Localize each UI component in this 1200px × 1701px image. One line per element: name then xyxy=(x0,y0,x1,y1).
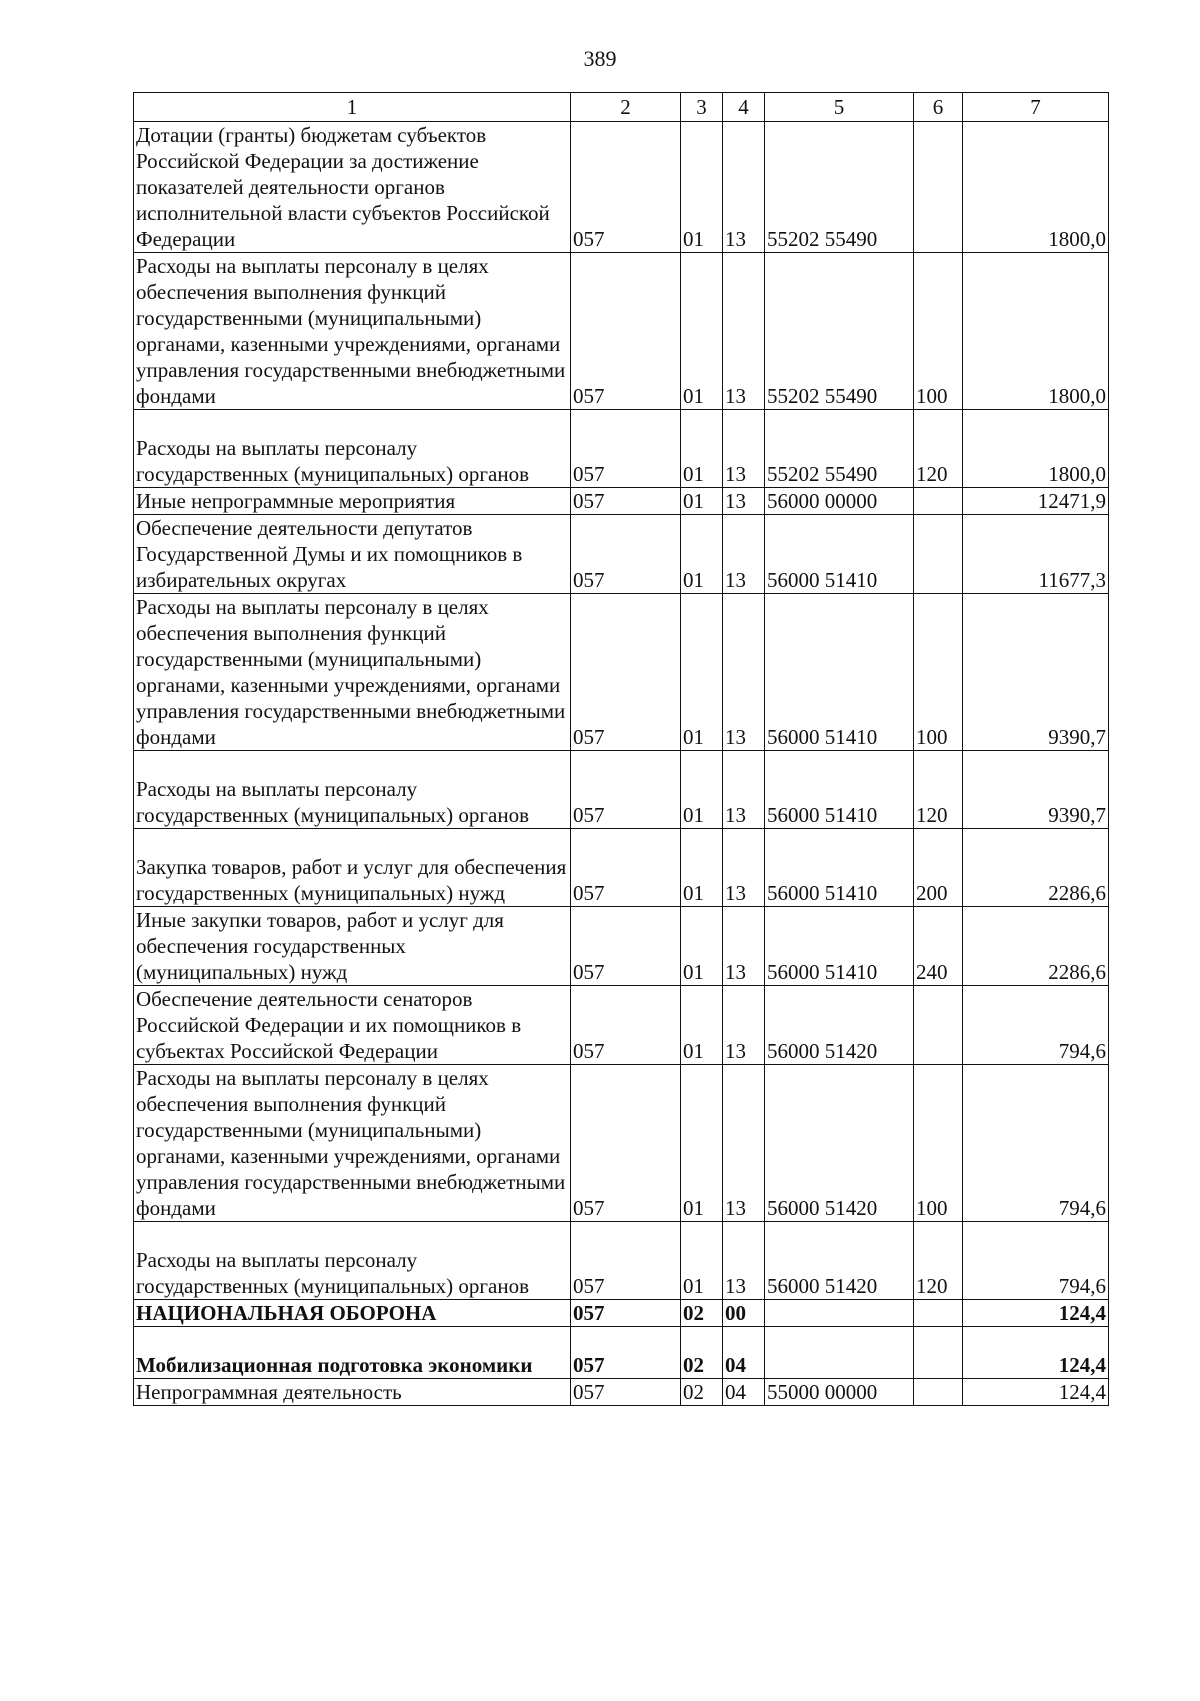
row-code-6-cell xyxy=(914,1300,963,1327)
table-row xyxy=(134,1065,1109,1222)
row-code-2-cell: 057 xyxy=(571,594,681,751)
row-code-5-cell: 55202 55490 xyxy=(765,410,914,488)
row-code-4-cell: 13 xyxy=(723,829,765,907)
table-row xyxy=(134,829,1109,907)
row-amount-cell: 794,6 xyxy=(963,1222,1109,1300)
row-amount-cell: 11677,3 xyxy=(963,515,1109,594)
row-name-cell: Непрограммная деятельность xyxy=(134,1379,571,1406)
row-code-3-cell: 01 xyxy=(681,751,723,829)
row-code-2-cell: 057 xyxy=(571,1379,681,1406)
row-code-2-cell: 057 xyxy=(571,751,681,829)
table-row xyxy=(134,986,1109,1065)
row-name-cell: Расходы на выплаты персоналу государственных (муниципальных) органов xyxy=(134,410,571,488)
row-code-5-cell: 56000 51420 xyxy=(765,1065,914,1222)
row-code-5-cell: 56000 51410 xyxy=(765,594,914,751)
table-row xyxy=(134,488,1109,515)
table-header xyxy=(134,93,1109,122)
row-code-2-cell: 057 xyxy=(571,1300,681,1327)
header-col-6: 6 xyxy=(914,93,963,122)
table-row xyxy=(134,1379,1109,1406)
row-amount-cell: 9390,7 xyxy=(963,751,1109,829)
row-name-cell: Расходы на выплаты персоналу в целях обеспечения выполнения функций государственными (муниципальными) органами, казенными учреждениями, органами управления государственными внебюджетными фондами xyxy=(134,594,571,751)
table-body xyxy=(134,122,1109,1406)
table-row xyxy=(134,751,1109,829)
row-code-6-cell xyxy=(914,488,963,515)
row-amount-cell: 124,4 xyxy=(963,1379,1109,1406)
row-code-6-cell: 120 xyxy=(914,1222,963,1300)
row-amount-cell: 124,4 xyxy=(963,1300,1109,1327)
row-code-5-cell: 56000 51410 xyxy=(765,907,914,986)
row-code-6-cell: 120 xyxy=(914,410,963,488)
row-code-2-cell: 057 xyxy=(571,986,681,1065)
table-row xyxy=(134,594,1109,751)
row-name-cell: Расходы на выплаты персоналу государственных (муниципальных) органов xyxy=(134,1222,571,1300)
row-amount-cell: 124,4 xyxy=(963,1327,1109,1379)
row-code-3-cell: 02 xyxy=(681,1327,723,1379)
row-code-3-cell: 01 xyxy=(681,907,723,986)
row-code-4-cell: 13 xyxy=(723,1065,765,1222)
table-row xyxy=(134,1222,1109,1300)
row-code-3-cell: 01 xyxy=(681,594,723,751)
row-code-2-cell: 057 xyxy=(571,1065,681,1222)
row-code-6-cell: 240 xyxy=(914,907,963,986)
row-name-cell: Обеспечение деятельности депутатов Государственной Думы и их помощников в избирательных округах xyxy=(134,515,571,594)
row-code-3-cell: 02 xyxy=(681,1379,723,1406)
row-code-5-cell: 56000 51410 xyxy=(765,829,914,907)
row-name-cell: Иные непрограммные мероприятия xyxy=(134,488,571,515)
row-code-3-cell: 01 xyxy=(681,515,723,594)
row-code-2-cell: 057 xyxy=(571,829,681,907)
table-row xyxy=(134,1300,1109,1327)
row-code-2-cell: 057 xyxy=(571,253,681,410)
row-code-4-cell: 13 xyxy=(723,515,765,594)
row-amount-cell: 12471,9 xyxy=(963,488,1109,515)
row-code-2-cell: 057 xyxy=(571,122,681,253)
row-code-5-cell: 55202 55490 xyxy=(765,253,914,410)
row-code-5-cell: 56000 51410 xyxy=(765,751,914,829)
row-amount-cell: 1800,0 xyxy=(963,253,1109,410)
row-code-3-cell: 01 xyxy=(681,986,723,1065)
row-code-6-cell xyxy=(914,1379,963,1406)
row-name-cell: Расходы на выплаты персоналу государственных (муниципальных) органов xyxy=(134,751,571,829)
header-row xyxy=(134,93,1109,122)
row-code-3-cell: 01 xyxy=(681,410,723,488)
row-name-cell: Расходы на выплаты персоналу в целях обеспечения выполнения функций государственными (муниципальными) органами, казенными учреждениями, органами управления государственными внебюджетными фондами xyxy=(134,253,571,410)
row-code-2-cell: 057 xyxy=(571,515,681,594)
row-code-2-cell: 057 xyxy=(571,410,681,488)
table-row xyxy=(134,122,1109,253)
row-code-4-cell: 13 xyxy=(723,253,765,410)
row-code-4-cell: 13 xyxy=(723,594,765,751)
row-code-3-cell: 01 xyxy=(681,829,723,907)
row-code-4-cell: 04 xyxy=(723,1327,765,1379)
table-row xyxy=(134,1327,1109,1379)
row-code-3-cell: 02 xyxy=(681,1300,723,1327)
row-code-3-cell: 01 xyxy=(681,122,723,253)
row-code-5-cell: 56000 51420 xyxy=(765,986,914,1065)
row-code-5-cell: 56000 51420 xyxy=(765,1222,914,1300)
row-code-2-cell: 057 xyxy=(571,907,681,986)
row-code-6-cell xyxy=(914,986,963,1065)
row-code-3-cell: 01 xyxy=(681,1222,723,1300)
table-row xyxy=(134,515,1109,594)
table-row xyxy=(134,907,1109,986)
row-amount-cell: 2286,6 xyxy=(963,829,1109,907)
row-code-4-cell: 04 xyxy=(723,1379,765,1406)
row-code-4-cell: 13 xyxy=(723,907,765,986)
row-amount-cell: 1800,0 xyxy=(963,410,1109,488)
row-code-5-cell xyxy=(765,1327,914,1379)
row-code-4-cell: 13 xyxy=(723,122,765,253)
row-code-4-cell: 00 xyxy=(723,1300,765,1327)
header-col-2: 2 xyxy=(571,93,681,122)
row-code-6-cell: 100 xyxy=(914,253,963,410)
row-name-cell: НАЦИОНАЛЬНАЯ ОБОРОНА xyxy=(134,1300,571,1327)
row-code-2-cell: 057 xyxy=(571,1327,681,1379)
header-col-5: 5 xyxy=(765,93,914,122)
budget-table xyxy=(133,92,1109,1406)
header-col-1: 1 xyxy=(134,93,571,122)
row-code-6-cell: 120 xyxy=(914,751,963,829)
page-number: 389 xyxy=(583,46,617,71)
row-code-3-cell: 01 xyxy=(681,1065,723,1222)
row-code-5-cell: 56000 51410 xyxy=(765,515,914,594)
row-code-5-cell: 55202 55490 xyxy=(765,122,914,253)
row-code-5-cell: 55000 00000 xyxy=(765,1379,914,1406)
row-name-cell: Расходы на выплаты персоналу в целях обеспечения выполнения функций государственными (муниципальными) органами, казенными учреждениями, органами управления государственными внебюджетными фондами xyxy=(134,1065,571,1222)
row-code-6-cell xyxy=(914,515,963,594)
row-code-5-cell: 56000 00000 xyxy=(765,488,914,515)
table-row xyxy=(134,253,1109,410)
row-amount-cell: 794,6 xyxy=(963,1065,1109,1222)
row-code-4-cell: 13 xyxy=(723,1222,765,1300)
row-code-6-cell: 100 xyxy=(914,594,963,751)
row-code-3-cell: 01 xyxy=(681,488,723,515)
row-code-6-cell xyxy=(914,122,963,253)
header-col-7: 7 xyxy=(963,93,1109,122)
header-col-3: 3 xyxy=(681,93,723,122)
row-code-4-cell: 13 xyxy=(723,488,765,515)
row-code-4-cell: 13 xyxy=(723,410,765,488)
row-amount-cell: 9390,7 xyxy=(963,594,1109,751)
row-code-6-cell: 200 xyxy=(914,829,963,907)
row-amount-cell: 2286,6 xyxy=(963,907,1109,986)
row-code-5-cell xyxy=(765,1300,914,1327)
row-code-2-cell: 057 xyxy=(571,488,681,515)
row-name-cell: Иные закупки товаров, работ и услуг для обеспечения государственных (муниципальных) нужд xyxy=(134,907,571,986)
row-name-cell: Закупка товаров, работ и услуг для обеспечения государственных (муниципальных) нужд xyxy=(134,829,571,907)
row-name-cell: Обеспечение деятельности сенаторов Российской Федерации и их помощников в субъектах Российской Федерации xyxy=(134,986,571,1065)
row-code-4-cell: 13 xyxy=(723,986,765,1065)
row-name-cell: Мобилизационная подготовка экономики xyxy=(134,1327,571,1379)
table-row xyxy=(134,410,1109,488)
row-code-3-cell: 01 xyxy=(681,253,723,410)
row-code-6-cell xyxy=(914,1327,963,1379)
row-name-cell: Дотации (гранты) бюджетам субъектов Российской Федерации за достижение показателей деятельности органов исполнительной власти субъектов Российской Федерации xyxy=(134,122,571,253)
row-code-4-cell: 13 xyxy=(723,751,765,829)
row-amount-cell: 1800,0 xyxy=(963,122,1109,253)
row-amount-cell: 794,6 xyxy=(963,986,1109,1065)
header-col-4: 4 xyxy=(723,93,765,122)
row-code-2-cell: 057 xyxy=(571,1222,681,1300)
row-code-6-cell: 100 xyxy=(914,1065,963,1222)
